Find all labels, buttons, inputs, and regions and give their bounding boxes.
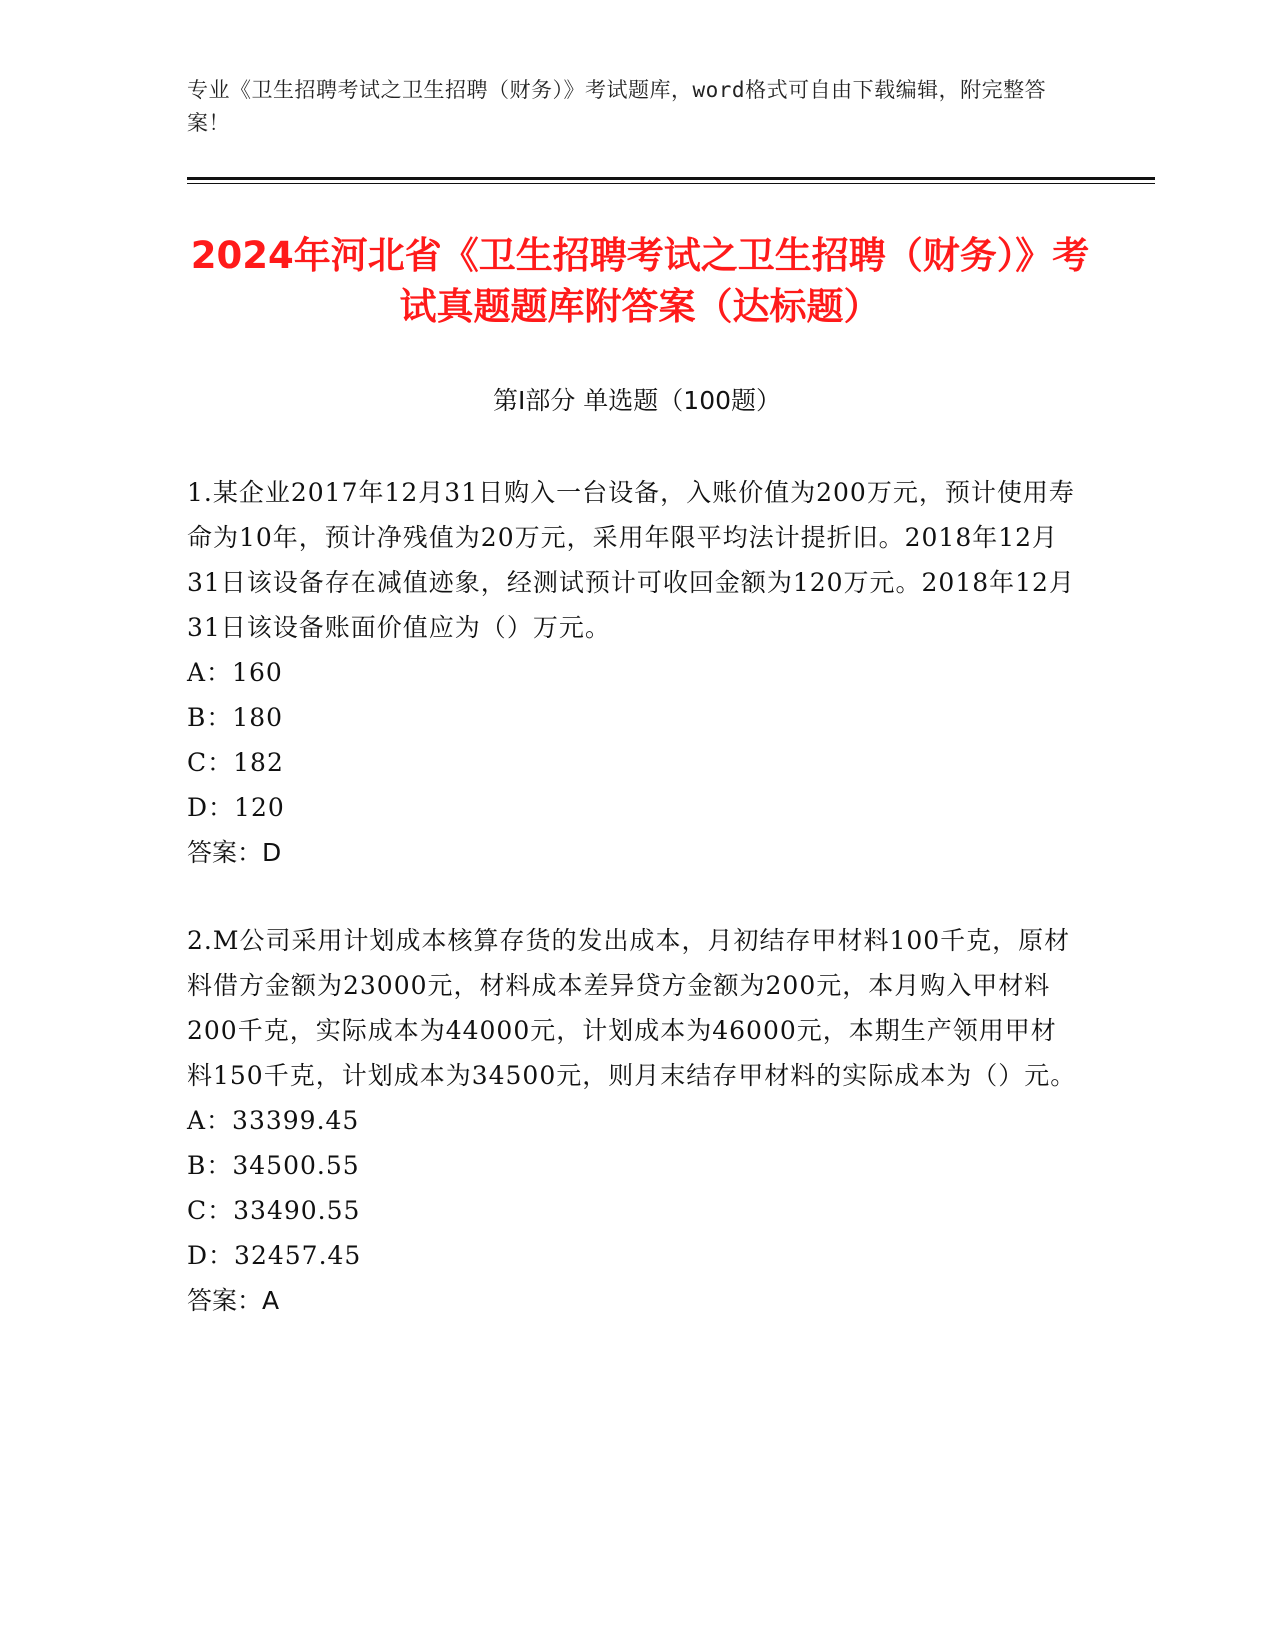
option-c: C：33490.55 — [187, 1196, 361, 1225]
header-divider-thick — [187, 177, 1155, 180]
option-a: A：33399.45 — [187, 1106, 360, 1135]
header-note: 专业《卫生招聘考试之卫生招聘（财务）》考试题库，word格式可自由下载编辑，附完整答案！ — [187, 78, 1047, 135]
option-b: B：180 — [187, 703, 284, 732]
section-heading: 第Ⅰ部分 单选题（100题） — [492, 386, 782, 415]
answer-line: 答案：A — [187, 1286, 280, 1315]
header-divider-thin — [187, 183, 1155, 184]
document-title: 2024年河北省《卫生招聘考试之卫生招聘（财务）》考试真题题库附答案（达标题） — [190, 234, 1090, 328]
question-1 — [187, 470, 1077, 875]
answer-line: 答案：D — [187, 838, 282, 867]
option-b: B：34500.55 — [187, 1151, 360, 1180]
option-d: D：32457.45 — [187, 1241, 362, 1270]
option-d: D：120 — [187, 793, 285, 822]
option-c: C：182 — [187, 748, 284, 777]
question-stem: 2.M公司采用计划成本核算存货的发出成本，月初结存甲材料100千克，原材料借方金额为23000元，材料成本差异贷方金额为200元，本月购入甲材料200千克，实际成本为44000元，计划成本为46000元，本期生产领用甲材料150千克，计划成本为34500元，则月末结存甲材料的实际成本为（）元。 — [187, 926, 1077, 1090]
question-2 — [187, 918, 1077, 1323]
question-stem: 1.某企业2017年12月31日购入一台设备，入账价值为200万元，预计使用寿命为10年，预计净残值为20万元，采用年限平均法计提折旧。2018年12月31日该设备存在减值迹象，经测试预计可收回金额为120万元。2018年12月31日该设备账面价值应为（）万元。 — [187, 478, 1075, 642]
option-a: A：160 — [187, 658, 283, 687]
